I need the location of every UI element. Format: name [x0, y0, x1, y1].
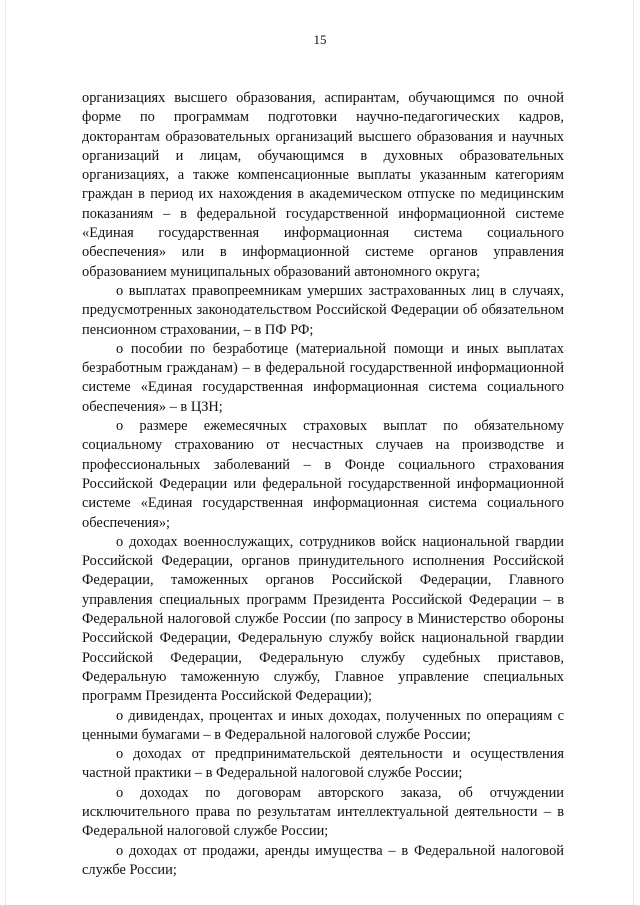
scan-edge-left	[5, 0, 7, 905]
paragraph-securities-income: о дивидендах, процентах и иных доходах, полученных по операциям с ценными бумагами – в Федеральной налоговой службе России;	[82, 707, 564, 743]
paragraph-unemployment-benefit: о пособии по безработице (материальной помощи и иных выплатах безработным гражданам) – в федеральной государственной информационной системе «Единая государственная информационная система социального обеспечения» – в ЦЗН;	[82, 340, 564, 415]
scan-edge-right	[633, 0, 635, 905]
paragraph-insurance-payments: о размере ежемесячных страховых выплат по обязательному социальному страхованию от несчастных случаев на производстве и профессиональных заболеваний – в Фонде социального страхования Российской Федерации или федеральной государственной информационной системе «Единая государственная информационная система социального обеспечения»;	[82, 418, 564, 531]
document-body	[82, 89, 564, 880]
paragraph-copyright-income: о доходах по договорам авторского заказа, об отчуждении исключительного права по результатам интеллектуальной деятельности – в Федеральной налоговой службе России;	[82, 784, 564, 840]
paragraph-successor-payments: о выплатах правопреемникам умерших застрахованных лиц в случаях, предусмотренных законодательством Российской Федерации об обязательном пенсионном страховании, – в ПФ РФ;	[82, 282, 564, 338]
paragraph-continuation: организациях высшего образования, аспирантам, обучающимся по очной форме по программам подготовки научно-педагогических кадров, докторантам образовательных организаций высшего образования и научных организаций и лицам, обучающимся в духовных образовательных организациях, а также компенсационные выплаты указанным категориям граждан в период их нахождения в академическом отпуске по медицинским показаниям – в федеральной государственной информационной системе «Единая государственная информационная система социального обеспечения» или в информационной системе органов управления образованием муниципальных образований автономного округа;	[82, 90, 564, 280]
paragraph-property-income: о доходах от продажи, аренды имущества – в Федеральной налоговой службе России;	[82, 842, 564, 878]
paragraph-business-income: о доходах от предпринимательской деятельности и осуществления частной практики – в Федеральной налоговой службе России;	[82, 746, 564, 782]
paragraph-military-income: о доходах военнослужащих, сотрудников войск национальной гвардии Российской Федерации, органов принудительного исполнения Российской Федерации, таможенных органов Российской Федерации, Главного управления специальных программ Президента Российской Федерации – в Федеральной налоговой службе России (по запросу в Министерство обороны Российской Федерации, Федеральную службу войск национальной гвардии Российской Федерации, Федеральную службу судебных приставов, Федеральную таможенную службу, Главное управление специальных программ Президента Российской Федерации);	[82, 533, 564, 705]
page-number: 15	[313, 32, 327, 47]
